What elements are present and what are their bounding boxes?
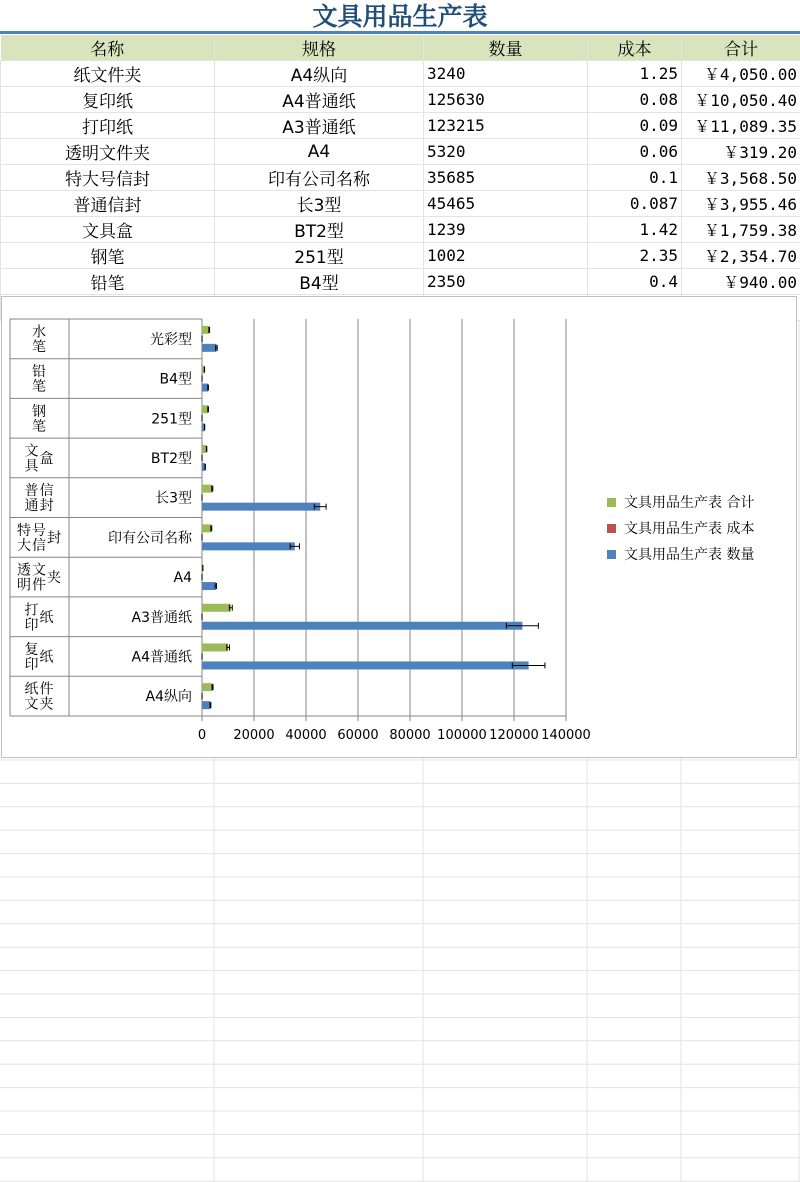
- cell-spec[interactable]: 长3型: [215, 191, 424, 217]
- table-row: [1, 243, 800, 269]
- legend-swatch: [607, 524, 616, 533]
- bar-total[interactable]: [202, 485, 212, 493]
- bar-total[interactable]: [202, 643, 228, 651]
- cell-total[interactable]: ￥3,955.46: [682, 191, 800, 217]
- category-group-label: 水: [32, 324, 46, 341]
- table-row: [1, 61, 800, 87]
- cell-qty[interactable]: 45465: [424, 191, 588, 217]
- category-group-label: 纸: [39, 609, 54, 626]
- category-group-label: 印: [24, 656, 39, 673]
- category-sub-label: 251型: [151, 411, 192, 428]
- category-sub-label: A4纵向: [145, 689, 192, 706]
- cell-cost[interactable]: 0.08: [588, 87, 682, 113]
- cell-cost[interactable]: 0.09: [588, 113, 682, 139]
- header-total[interactable]: 合计: [682, 35, 800, 61]
- cell-name[interactable]: 铅笔: [1, 269, 215, 295]
- category-group-label: 透: [17, 562, 31, 579]
- header-row: [1, 35, 800, 61]
- category-group-label: 纸: [24, 681, 39, 698]
- category-sub-label: BT2型: [150, 450, 192, 467]
- category-sub-label: 光彩型: [150, 331, 192, 348]
- header-cost[interactable]: 成本: [588, 35, 682, 61]
- legend-swatch: [607, 498, 616, 507]
- cell-qty[interactable]: 35685: [424, 165, 588, 191]
- cell-total[interactable]: ￥4,050.00: [682, 61, 800, 87]
- category-sub-label: 长3型: [155, 490, 192, 507]
- cell-spec[interactable]: A3普通纸: [215, 113, 424, 139]
- category-group-label: 铅: [32, 364, 46, 381]
- cell-name[interactable]: 文具盒: [1, 217, 215, 243]
- category-group-label: 盒: [39, 450, 54, 467]
- bar-qty[interactable]: [202, 542, 295, 550]
- table-row: [1, 87, 800, 113]
- bar-qty[interactable]: [202, 622, 522, 630]
- bar-qty[interactable]: [202, 344, 216, 352]
- cell-cost[interactable]: 0.1: [588, 165, 682, 191]
- cell-cost[interactable]: 1.25: [588, 61, 682, 87]
- x-tick-label: 120000: [489, 728, 539, 743]
- category-sub-label: A4: [173, 570, 192, 587]
- category-group-label: 笔: [32, 418, 46, 435]
- legend-swatch: [607, 550, 616, 559]
- cell-qty[interactable]: 5320: [424, 139, 588, 165]
- category-group-label: 号: [32, 522, 46, 539]
- cell-total[interactable]: ￥1,759.38: [682, 217, 800, 243]
- cell-qty[interactable]: 125630: [424, 87, 588, 113]
- bar-qty[interactable]: [202, 582, 216, 590]
- cell-name[interactable]: 普通信封: [1, 191, 215, 217]
- x-tick-label: 40000: [285, 728, 327, 743]
- table-row: [1, 165, 800, 191]
- category-sub-label: A3普通纸: [131, 609, 192, 626]
- category-group-label: 复: [24, 641, 39, 658]
- bar-total[interactable]: [202, 683, 213, 691]
- header-spec[interactable]: 规格: [215, 35, 424, 61]
- table-row: [1, 191, 800, 217]
- category-group-label: 特: [17, 522, 31, 539]
- cell-spec[interactable]: B4型: [215, 269, 424, 295]
- category-group-label: 文: [24, 696, 39, 713]
- cell-name[interactable]: 特大号信封: [1, 165, 215, 191]
- bar-qty[interactable]: [202, 701, 210, 709]
- cell-spec[interactable]: 251型: [215, 243, 424, 269]
- legend-entry[interactable]: 文具用品生产表 成本: [624, 521, 755, 537]
- cell-spec[interactable]: 印有公司名称: [215, 165, 424, 191]
- category-group-label: 钢: [32, 403, 46, 420]
- cell-cost[interactable]: 0.4: [588, 269, 682, 295]
- category-group-label: 件: [39, 681, 54, 698]
- table-row: [1, 269, 800, 295]
- bar-qty[interactable]: [202, 503, 320, 511]
- cell-spec[interactable]: A4: [215, 139, 424, 165]
- bar-total[interactable]: [202, 326, 209, 334]
- category-group-label: 夹: [39, 696, 54, 713]
- cell-name[interactable]: 透明文件夹: [1, 139, 215, 165]
- production-table: [0, 35, 800, 321]
- category-sub-label: A4普通纸: [131, 649, 192, 666]
- cell-cost[interactable]: 2.35: [588, 243, 682, 269]
- cell-total[interactable]: ￥3,568.50: [682, 165, 800, 191]
- header-name[interactable]: 名称: [1, 35, 215, 61]
- x-tick-label: 20000: [233, 728, 275, 743]
- category-group-label: 明: [17, 577, 31, 594]
- category-group-label: 信: [39, 483, 54, 500]
- cell-total[interactable]: ￥2,354.70: [682, 243, 800, 269]
- bar-total[interactable]: [202, 604, 231, 612]
- category-sub-label: B4型: [159, 371, 192, 388]
- table-row: [1, 217, 800, 243]
- cell-qty[interactable]: 3240: [424, 61, 588, 87]
- cell-cost[interactable]: 1.42: [588, 217, 682, 243]
- cell-spec[interactable]: BT2型: [215, 217, 424, 243]
- cell-name[interactable]: 复印纸: [1, 87, 215, 113]
- bar-total[interactable]: [202, 524, 211, 532]
- chart-area[interactable]: [1, 296, 797, 758]
- category-group-label: 纸: [39, 649, 54, 666]
- cell-cost[interactable]: 0.087: [588, 191, 682, 217]
- category-group-label: 通: [24, 498, 39, 515]
- x-tick-label: 0: [197, 728, 207, 743]
- bar-qty[interactable]: [202, 661, 529, 669]
- cell-qty[interactable]: 1002: [424, 243, 588, 269]
- table-row: [1, 139, 800, 165]
- cell-qty[interactable]: 1239: [424, 217, 588, 243]
- category-group-label: 普: [24, 483, 39, 500]
- header-qty[interactable]: 数量: [424, 35, 588, 61]
- cell-name[interactable]: 纸文件夹: [1, 61, 215, 87]
- category-group-label: 打: [24, 602, 39, 619]
- x-tick-label: 100000: [437, 728, 487, 743]
- cell-cost[interactable]: 0.06: [588, 139, 682, 165]
- cell-total[interactable]: ￥940.00: [682, 269, 800, 295]
- category-group-label: 印: [24, 617, 39, 634]
- cell-spec[interactable]: A4普通纸: [215, 87, 424, 113]
- x-tick-label: 60000: [337, 728, 379, 743]
- x-tick-label: 140000: [541, 728, 591, 743]
- x-tick-label: 80000: [389, 728, 431, 743]
- bar-qty[interactable]: [202, 384, 208, 392]
- category-sub-label: 印有公司名称: [108, 530, 192, 547]
- bar-chart: [2, 297, 796, 757]
- category-group-label: 笔: [32, 339, 46, 356]
- cell-name[interactable]: 打印纸: [1, 113, 215, 139]
- category-group-label: 大: [17, 537, 31, 554]
- cell-name[interactable]: 钢笔: [1, 243, 215, 269]
- category-group-label: 文: [24, 443, 39, 460]
- cell-qty[interactable]: 2350: [424, 269, 588, 295]
- category-group-label: 夹: [47, 570, 61, 587]
- category-group-label: 具: [24, 458, 39, 475]
- cell-total[interactable]: ￥319.20: [682, 139, 800, 165]
- category-group-label: 件: [32, 577, 46, 594]
- sheet-title: 文具用品生产表: [0, 0, 800, 34]
- cell-total[interactable]: ￥11,089.35: [682, 113, 800, 139]
- legend-entry[interactable]: 文具用品生产表 合计: [624, 495, 755, 511]
- category-group-label: 笔: [32, 379, 46, 396]
- cell-qty[interactable]: 123215: [424, 113, 588, 139]
- legend-entry[interactable]: 文具用品生产表 数量: [624, 547, 755, 563]
- category-group-label: 封: [47, 530, 61, 547]
- cell-total[interactable]: ￥10,050.40: [682, 87, 800, 113]
- category-group-label: 信: [32, 537, 46, 554]
- category-group-label: 封: [39, 498, 54, 515]
- category-group-label: 文: [32, 562, 46, 579]
- bar-total[interactable]: [202, 405, 208, 413]
- cell-spec[interactable]: A4纵向: [215, 61, 424, 87]
- table-row: [1, 113, 800, 139]
